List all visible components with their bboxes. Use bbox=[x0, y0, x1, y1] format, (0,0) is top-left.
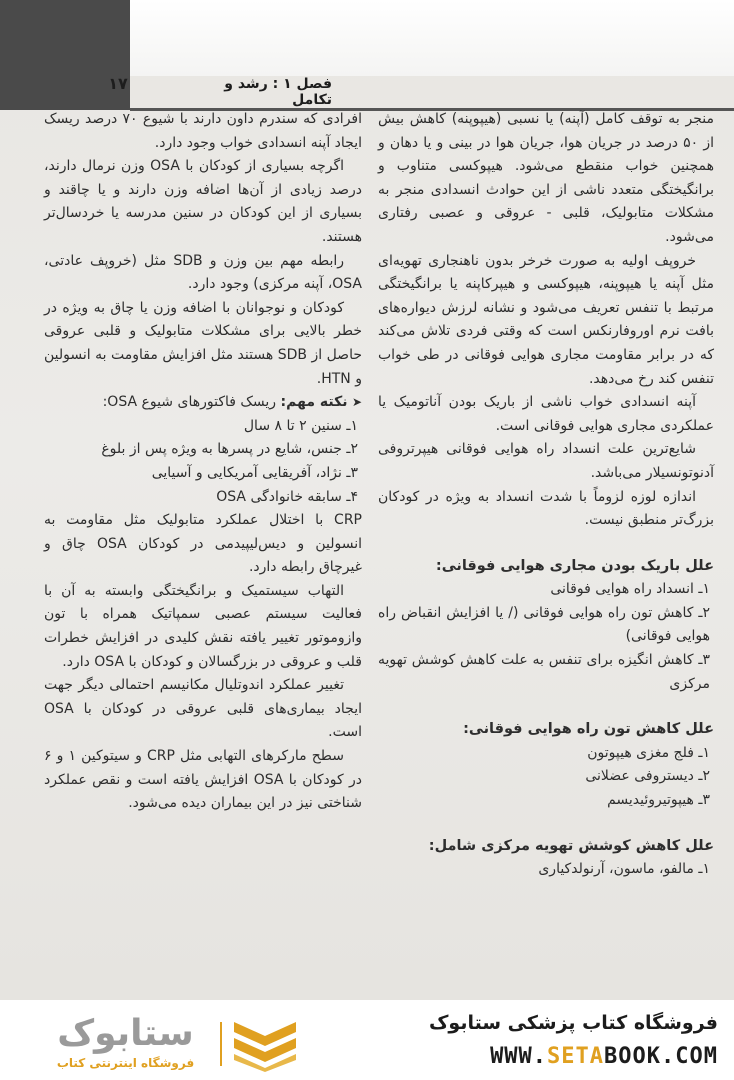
paragraph: تغییر عملکرد اندوتلیال مکانیسم احتمالی دیگر جهت ایجاد بیماری‌های قلبی عروقی در کودکان با OSA است. bbox=[44, 677, 362, 741]
logo-divider bbox=[220, 1022, 222, 1066]
right-column bbox=[378, 108, 714, 882]
store-name: فروشگاه کتاب پزشکی ستابوک bbox=[428, 1012, 718, 1034]
logo-wordmark: ستابوک bbox=[57, 1013, 194, 1054]
paragraph: التهاب سیستمیک و برانگیختگی وابسته به آن با فعالیت سیستم عصبی سمپاتیک همراه با تون وازوموتور تغییر یافته نقش کلیدی در افزایش خطرات قلب و عروقی در بزرگسالان و کودکان با OSA دارد. bbox=[44, 582, 362, 670]
paragraph: اندازه لوزه لزوماً با شدت انسداد به ویژه در کودکان بزرگ‌تر منطبق نیست. bbox=[378, 488, 714, 529]
list-item: ۱ـ انسداد راه هوایی فوقانی bbox=[550, 581, 710, 598]
section-heading: علل کاهش کوشش تهویه مرکزی شامل: bbox=[428, 837, 714, 854]
list-item: ۳ـ کاهش انگیزه برای تنفس به علت کاهش کوشش تهویه مرکزی bbox=[378, 652, 710, 692]
paragraph: کودکان و نوجوانان با اضافه وزن یا چاق به ویژه در خطر بالایی برای مشکلات متابولیک و قلبی عروقی حاصل از SDB هستند مثل افزایش مقاومت به انسولین و HTN. bbox=[44, 299, 362, 387]
list-item: ۲ـ دیستروفی عضلانی bbox=[585, 768, 710, 785]
paragraph: رابطه مهم بین وزن و SDB مثل (خروپف عادتی، OSA، آپنه مرکزی) وجود دارد. bbox=[44, 252, 362, 293]
list-item: ۳ـ نژاد، آفریقایی آمریکایی و آسیایی bbox=[151, 464, 358, 481]
paragraph: منجر به توقف کامل (آپنه) یا نسبی (هیپوپنه) کاهش بیش از ۵۰ درصد در جریان هوا، جریان هوا در بینی و یا دهان و همچنین خواب منقطع می‌شود. هیپوکسی متناوب و برانگیختگی متعدد ناشی از این حوادث انسدادی منجر به مشکلات متابولیک، قلبی - عروقی و عصبی رفتاری می‌شود. bbox=[378, 111, 714, 245]
paragraph: اگرچه بسیاری از کودکان با OSA وزن نرمال دارند، درصد زیادی از آن‌ها اضافه وزن دارند و یا چاقند و بسیاری از این کودکان در سنین مدرسه یا خردسال‌تر هستند. bbox=[44, 158, 362, 245]
page-number: ۱۷ bbox=[108, 74, 128, 93]
note-line bbox=[44, 391, 362, 415]
url-accent: SETA bbox=[547, 1044, 605, 1069]
list-item: ۱ـ سنین ۲ تا ۸ سال bbox=[243, 417, 358, 434]
store-footer-banner bbox=[0, 1000, 734, 1080]
list-item: ۳ـ هیپوتیروئیدیسم bbox=[607, 792, 710, 809]
note-label: نکته مهم: bbox=[280, 394, 348, 411]
paragraph: خروپف اولیه به صورت خرخر بدون ناهنجاری تهویه‌ای مثل آپنه یا هیپوپنه، هیپوکسی و هیپرکاپنه یا برانگیختگی مرتبط با تنفس تعریف می‌شود و نشانه لرزش دیواره‌های بافت نرم اوروفارنکس است که وقتی فردی تلاش می‌کند که در برابر مقاومت مجاری هوایی فوقانی در طی خواب تنفس کند رخ می‌دهد. bbox=[378, 252, 714, 387]
logo-subtitle: فروشگاه اینترنتی کتاب bbox=[56, 1056, 195, 1070]
section-heading: علل باریک بودن مجاری هوایی فوقانی: bbox=[435, 557, 714, 574]
list-item: ۴ـ سابقه خانوادگی OSA bbox=[216, 488, 358, 505]
paragraph: افرادی که سندرم داون دارند با شیوع ۷۰ درصد ریسک ایجاد آپنه انسدادی خواب وجود دارد. bbox=[44, 111, 362, 151]
list-item: ۲ـ کاهش تون راه هوایی فوقانی (/ یا افزایش انقباض راه هوایی فوقانی) bbox=[378, 604, 710, 645]
url-suffix: BOOK.COM bbox=[604, 1044, 718, 1069]
store-logo[interactable] bbox=[20, 1012, 310, 1072]
paragraph: شایع‌ترین علت انسداد راه هوایی فوقانی هیپرتروفی آدنوتونسیلار می‌باشد. bbox=[378, 441, 714, 481]
arrow-icon: ➤ bbox=[351, 395, 362, 410]
chapter-title: فصل ۱ : رشد و تکامل bbox=[224, 76, 332, 108]
url-prefix: WWW. bbox=[490, 1044, 548, 1069]
chevron-stack-icon bbox=[230, 1016, 300, 1072]
list-item: ۲ـ جنس، شایع در پسرها به ویژه پس از بلوغ bbox=[101, 441, 358, 458]
list-item: ۱ـ فلج مغزی هیپوتون bbox=[587, 744, 710, 761]
paragraph: سطح مارکرهای التهابی مثل CRP و سیتوکین ۱ و ۶ در کودکان با OSA افزایش یافته است و نقص عملکرد شناختی نیز در این بیماران دیده می‌شود. bbox=[44, 748, 362, 812]
section-heading: علل کاهش تون راه هوایی فوقانی: bbox=[463, 721, 714, 738]
paragraph: آپنه انسدادی خواب ناشی از باریک بودن آناتومیک یا عملکردی مجاری هوایی فوقانی است. bbox=[378, 394, 714, 434]
store-url-link[interactable] bbox=[376, 1044, 718, 1069]
header-dark-tab bbox=[0, 0, 130, 110]
list-item: ۱ـ مالفو، ماسون، آرنولدکیاری bbox=[538, 861, 710, 878]
paragraph: CRP با اختلال عملکرد متابولیک مثل مقاومت به انسولین و دیس‌لیپیدمی در کودکان OSA چاق و غیرچاق رابطه دارد. bbox=[44, 512, 362, 576]
left-column bbox=[44, 108, 362, 816]
note-text: ریسک فاکتورهای شیوع OSA: bbox=[102, 394, 277, 411]
